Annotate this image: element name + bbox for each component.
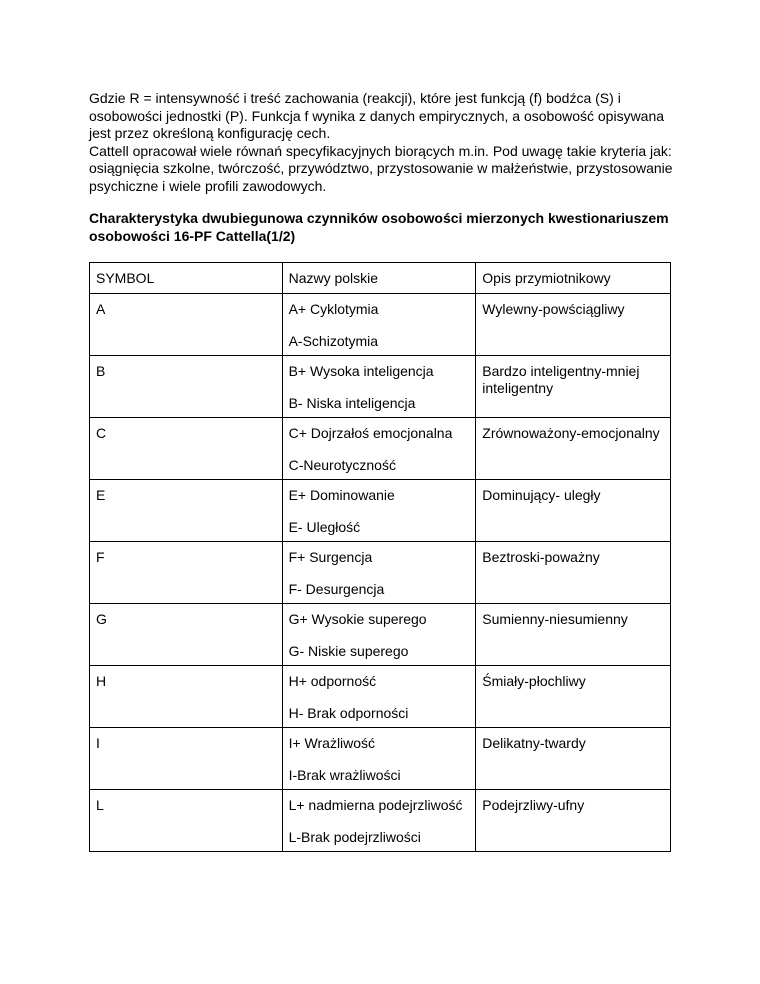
cell-symbol: E [90, 480, 283, 542]
intro-text [89, 90, 679, 196]
table-row [90, 790, 671, 852]
cell-symbol: L [90, 790, 283, 852]
cell-symbol: G [90, 604, 283, 666]
section-heading: Charakterystyka dwubiegunowa czynników osobowości mierzonych kwestionariuszem osobowości 16-PF Cattella(1/2) [89, 210, 669, 244]
cell-symbol: F [90, 542, 283, 604]
cell-polish-names [282, 418, 476, 480]
table-row [90, 666, 671, 728]
table-row [90, 480, 671, 542]
factors-table [89, 262, 671, 852]
factor-minus-pole: B- Niska inteligencja [288, 395, 416, 411]
cell-description: Bardzo inteligentny-mniej inteligentny [476, 356, 671, 418]
factor-plus-pole: C+ Dojrzałoś emocjonalna [288, 425, 453, 441]
factor-minus-pole: H- Brak odporności [288, 705, 409, 721]
table-row [90, 356, 671, 418]
cell-symbol: H [90, 666, 283, 728]
cell-polish-names [282, 666, 476, 728]
cell-description: Beztroski-poważny [476, 542, 671, 604]
factor-plus-pole: I+ Wrażliwość [288, 735, 376, 751]
factor-plus-pole: F+ Surgencja [288, 549, 373, 565]
cell-polish-names [282, 480, 476, 542]
factor-minus-pole: A-Schizotymia [288, 333, 379, 349]
cell-description: Wylewny-powściągliwy [476, 294, 671, 356]
cell-description: Delikatny-twardy [476, 728, 671, 790]
factor-plus-pole: G+ Wysokie superego [288, 611, 427, 627]
factor-minus-pole: G- Niskie superego [288, 643, 409, 659]
factor-minus-pole: C-Neurotyczność [288, 457, 396, 473]
cell-polish-names [282, 604, 476, 666]
cell-polish-names [282, 356, 476, 418]
cell-polish-names [282, 542, 476, 604]
factor-plus-pole: A+ Cyklotymia [288, 301, 379, 317]
cell-symbol: B [90, 356, 283, 418]
intro-paragraph-1: Gdzie R = intensywność i treść zachowania (reakcji), które jest funkcją (f) bodźca (S) i osobowości jednostki (P). Funkcja f wynika z danych empirycznych, a osobowość opisywana jest przez określoną konfigurację cech. [89, 90, 665, 142]
cell-symbol: I [90, 728, 283, 790]
cell-description: Sumienny-niesumienny [476, 604, 671, 666]
factor-plus-pole: E+ Dominowanie [288, 487, 395, 503]
cell-polish-names [282, 294, 476, 356]
table-row [90, 542, 671, 604]
cell-symbol: C [90, 418, 283, 480]
factor-minus-pole: F- Desurgencja [288, 581, 385, 597]
intro-paragraph-2: Cattell opracował wiele równań specyfikacyjnych biorących m.in. Pod uwagę takie kryteria jak: osiągnięcia szkolne, twórczość, przywództwo, przystosowanie w małżeństwie, przystosowanie psychiczne i wiele profili zawodowych. [89, 142, 673, 194]
table-header-row [90, 263, 671, 294]
header-description: Opis przymiotnikowy [476, 263, 671, 294]
factor-minus-pole: L-Brak podejrzliwości [288, 829, 421, 845]
cell-description: Podejrzliwy-ufny [476, 790, 671, 852]
factor-plus-pole: H+ odporność [288, 673, 377, 689]
table-row [90, 728, 671, 790]
factor-minus-pole: E- Uległość [288, 519, 361, 535]
factor-minus-pole: I-Brak wrażliwości [288, 767, 401, 783]
cell-description: Dominujący- uległy [476, 480, 671, 542]
factor-plus-pole: B+ Wysoka inteligencja [288, 363, 434, 379]
factor-plus-pole: L+ nadmierna podejrzliwość [288, 797, 463, 813]
cell-polish-names [282, 728, 476, 790]
cell-symbol: A [90, 294, 283, 356]
cell-polish-names [282, 790, 476, 852]
cell-description: Zrównoważony-emocjonalny [476, 418, 671, 480]
table-row [90, 294, 671, 356]
header-polish-names: Nazwy polskie [282, 263, 476, 294]
header-symbol: SYMBOL [90, 263, 283, 294]
cell-description: Śmiały-płochliwy [476, 666, 671, 728]
table-row [90, 604, 671, 666]
table-row [90, 418, 671, 480]
